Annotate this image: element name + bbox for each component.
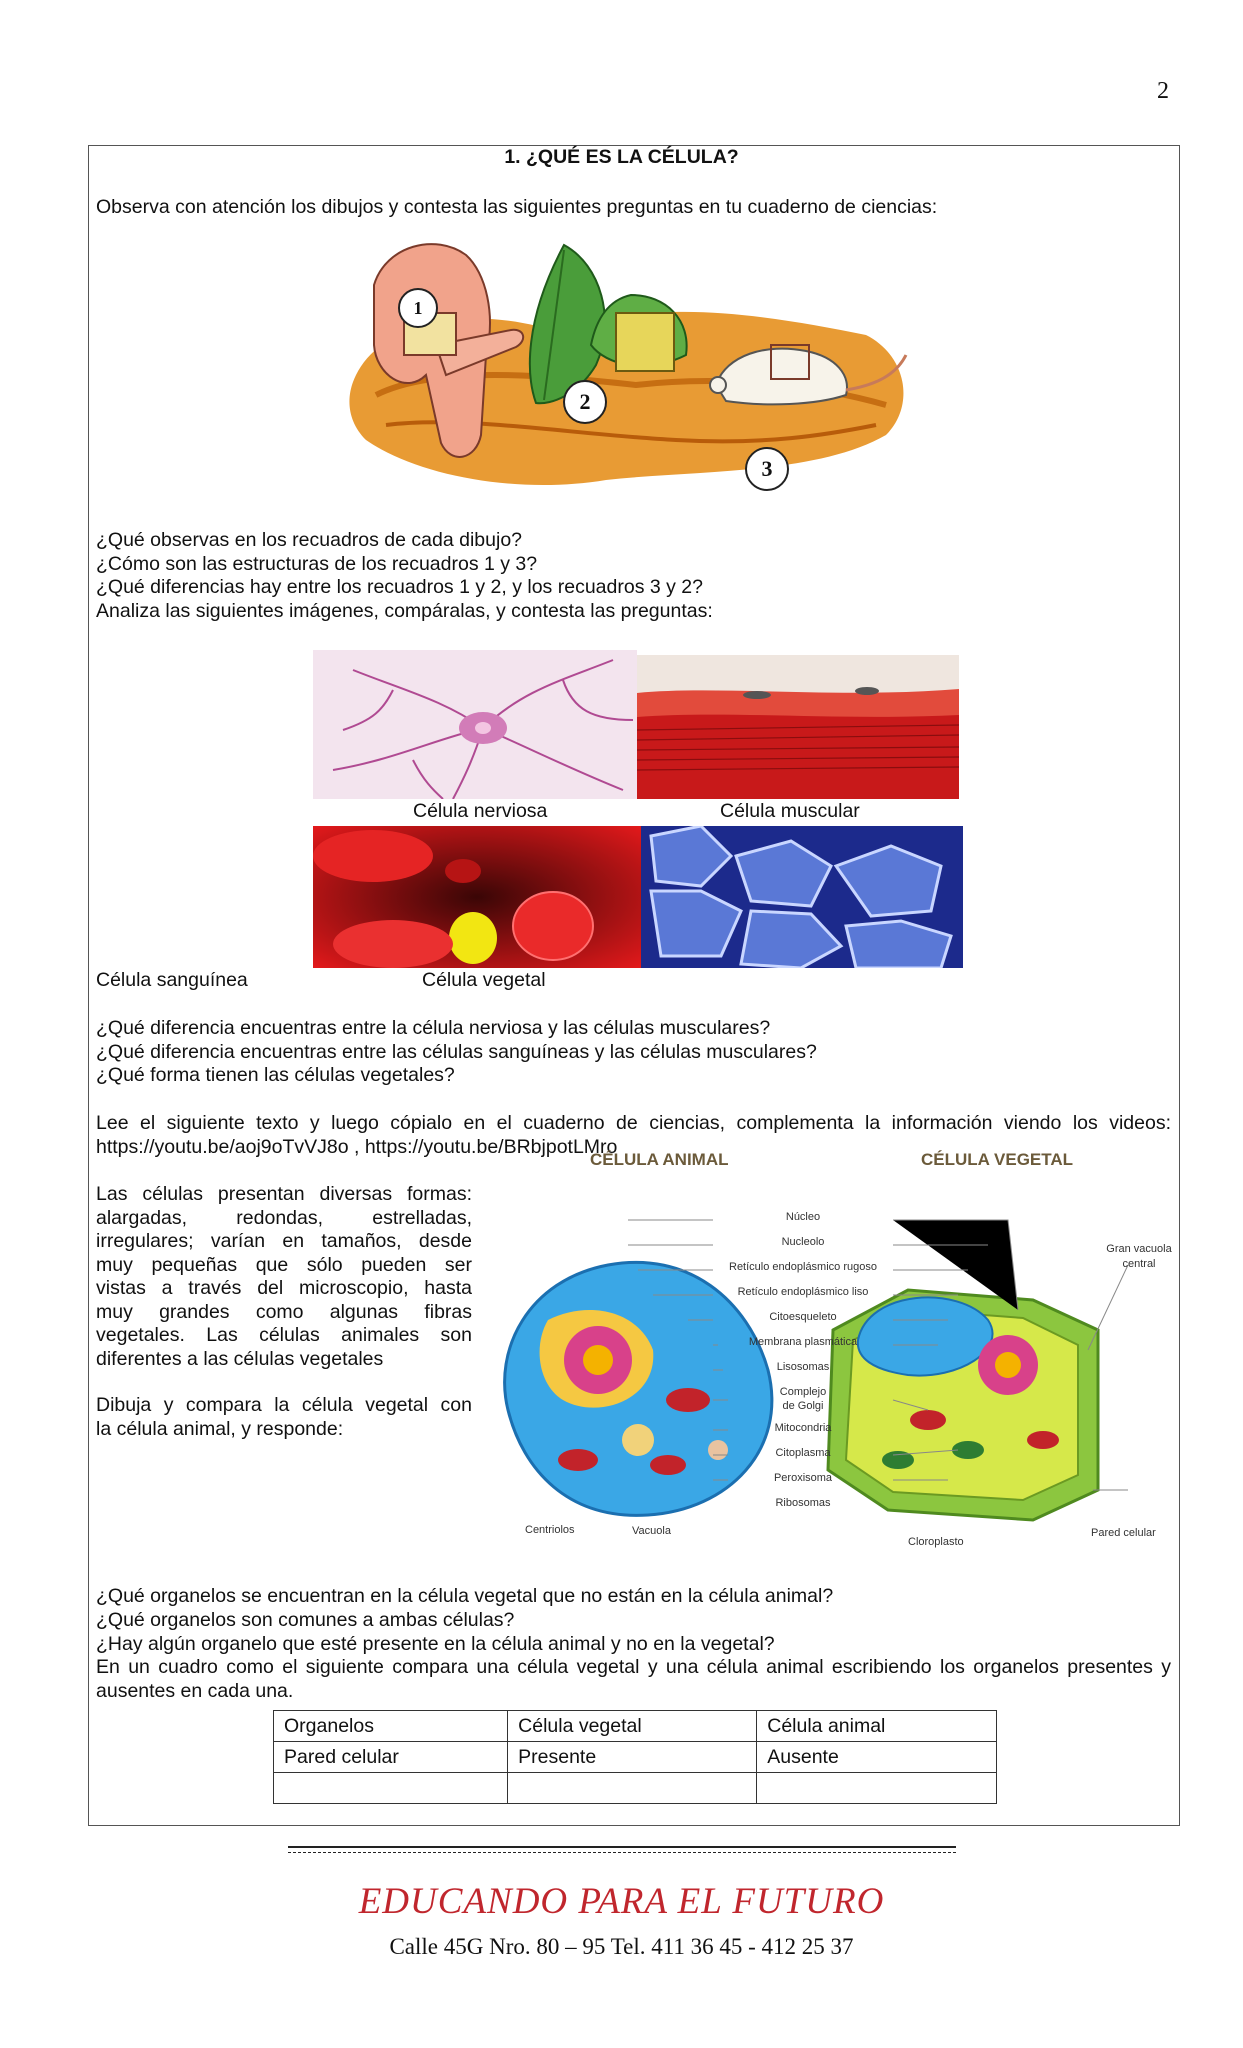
diagram-label-vacuola-central — [1100, 1242, 1178, 1272]
diagram-title-animal: CÉLULA ANIMAL — [590, 1150, 729, 1169]
paragraph-line: Las células presentan diversas formas: — [96, 1183, 472, 1205]
paragraph-line: irregulares; varían en tamaños, desde — [96, 1230, 472, 1252]
draw-instruction-line: la célula animal, y responde: — [96, 1417, 344, 1440]
paragraph-line: muy pequeñas que sólo pueden ser — [96, 1253, 472, 1276]
video-links[interactable]: https://youtu.be/aoj9oTvVJ8o , https://youtu.be/BRbjpotLMro — [96, 1136, 618, 1158]
question-forma-vegetales: ¿Qué forma tienen las células vegetales? — [96, 1064, 455, 1086]
table-row — [274, 1742, 997, 1773]
question-organelos-vegetal: ¿Qué organelos se encuentran en la célula vegetal que no están en la célula animal? — [96, 1585, 834, 1607]
table-cell-empty — [274, 1773, 508, 1804]
paragraph-line: diferentes a las células vegetales — [96, 1347, 384, 1370]
organelles-table — [273, 1710, 997, 1804]
footer-address: Calle 45G Nro. 80 – 95 Tel. 411 36 45 - 412 25 37 — [389, 1934, 854, 1959]
diagram-label: de Golgi — [782, 1400, 824, 1412]
paragraph-line: alargadas, redondas, estrelladas, — [96, 1206, 472, 1229]
diagram-label: Mitocondria — [774, 1422, 832, 1434]
illustration-label-3: 3 — [745, 447, 789, 491]
label-celula-sanguinea: Célula sanguínea — [96, 969, 248, 991]
diagram-label: Lisosomas — [776, 1361, 830, 1373]
page-number: 2 — [1157, 78, 1169, 104]
question-organelos-comunes: ¿Qué organelos son comunes a ambas células? — [96, 1609, 515, 1631]
question-estructuras: ¿Cómo son las estructuras de los recuadros 1 y 3? — [96, 553, 538, 575]
muscle-cell-photo — [637, 655, 959, 799]
diagram-label: Peroxisoma — [773, 1472, 833, 1484]
label-celula-vegetal: Célula vegetal — [422, 969, 546, 991]
diagram-label: Citoplasma — [775, 1447, 831, 1459]
diagram-label: Núcleo — [785, 1211, 821, 1223]
table-instructions: En un cuadro como el siguiente compara una célula vegetal y una célula animal escribiendo los organelos presentes y ausentes en cada una. — [96, 1656, 1171, 1702]
table-header-cell: Organelos — [274, 1711, 508, 1742]
label-celula-muscular: Célula muscular — [720, 800, 860, 822]
table-header-cell: Célula vegetal — [508, 1711, 757, 1742]
analiza-instruction: Analiza las siguientes imágenes, compáralas, y contesta las preguntas: — [96, 600, 713, 622]
question-nerviosa-musculares: ¿Qué diferencia encuentras entre la célula nerviosa y las células musculares? — [96, 1017, 771, 1039]
blood-cell-photo — [313, 826, 641, 968]
footer-divider-dashed — [288, 1852, 956, 1853]
question-recuadros: ¿Qué observas en los recuadros de cada dibujo? — [96, 529, 523, 551]
footer-brand: EDUCANDO PARA EL FUTURO — [358, 1881, 885, 1922]
table-cell-empty — [757, 1773, 997, 1804]
diagram-label: Ribosomas — [775, 1497, 831, 1509]
label-celula-nerviosa: Célula nerviosa — [413, 800, 548, 822]
paragraph-line: vistas a través del microscopio, hasta — [96, 1277, 472, 1299]
diagram-label: Gran vacuola — [1106, 1243, 1172, 1255]
question-organelo-animal: ¿Hay algún organelo que esté presente en la célula animal y no en la vegetal? — [96, 1633, 775, 1655]
diagram-label: Membrana plasmática — [748, 1336, 858, 1348]
diagram-title-vegetal: CÉLULA VEGETAL — [921, 1150, 1074, 1169]
table-cell: Pared celular — [274, 1742, 508, 1773]
table-header-row — [274, 1711, 997, 1742]
cell-observation-illustration — [346, 225, 920, 503]
draw-instruction-line: Dibuja y compara la célula vegetal con — [96, 1394, 472, 1416]
diagram-label-vacuola: Vacuola — [632, 1525, 671, 1537]
illustration-drawing — [346, 225, 920, 503]
intro-text: Observa con atención los dibujos y contesta las siguientes preguntas en tu cuaderno de ciencias: — [96, 196, 938, 218]
diagram-label-pared-celular: Pared celular — [1091, 1527, 1156, 1539]
table-cell: Presente — [508, 1742, 757, 1773]
question-diferencias: ¿Qué diferencias hay entre los recuadros 1 y 2, y los recuadros 3 y 2? — [96, 576, 703, 598]
diagram-label: central — [1122, 1258, 1156, 1270]
illustration-label-2: 2 — [563, 380, 607, 424]
section-title: 1. ¿QUÉ ES LA CÉLULA? — [504, 146, 739, 168]
diagram-label: Retículo endoplásmico liso — [737, 1286, 869, 1298]
diagram-label: Retículo endoplásmico rugoso — [729, 1261, 877, 1273]
plant-cell-photo — [641, 826, 963, 968]
footer-divider — [288, 1846, 956, 1848]
read-instruction: Lee el siguiente texto y luego cópialo en el cuaderno de ciencias, complementa la información viendo los videos: — [96, 1112, 1171, 1134]
paragraph-line: vegetales. Las células animales son — [96, 1324, 472, 1346]
diagram-label-cloroplasto: Cloroplasto — [908, 1536, 964, 1548]
table-cell: Ausente — [757, 1742, 997, 1773]
table-cell-empty — [508, 1773, 757, 1804]
animal-plant-cell-diagram — [488, 1150, 1178, 1548]
nerve-cell-photo — [313, 650, 637, 799]
diagram-label-column — [713, 1210, 893, 1521]
paragraph-line: muy grandes como algunas fibras — [96, 1300, 472, 1323]
diagram-label: Nucleolo — [781, 1236, 825, 1248]
table-row-empty — [274, 1773, 997, 1804]
illustration-label-1: 1 — [398, 288, 438, 328]
diagram-label-centriolos: Centriolos — [525, 1524, 575, 1536]
diagram-label: Citoesqueleto — [769, 1311, 837, 1323]
question-sanguineas-musculares: ¿Qué diferencia encuentras entre las células sanguíneas y las células musculares? — [96, 1041, 817, 1063]
cell-shapes-paragraph — [96, 1183, 472, 1441]
table-header-cell: Célula animal — [757, 1711, 997, 1742]
diagram-label: Complejo — [779, 1386, 827, 1398]
